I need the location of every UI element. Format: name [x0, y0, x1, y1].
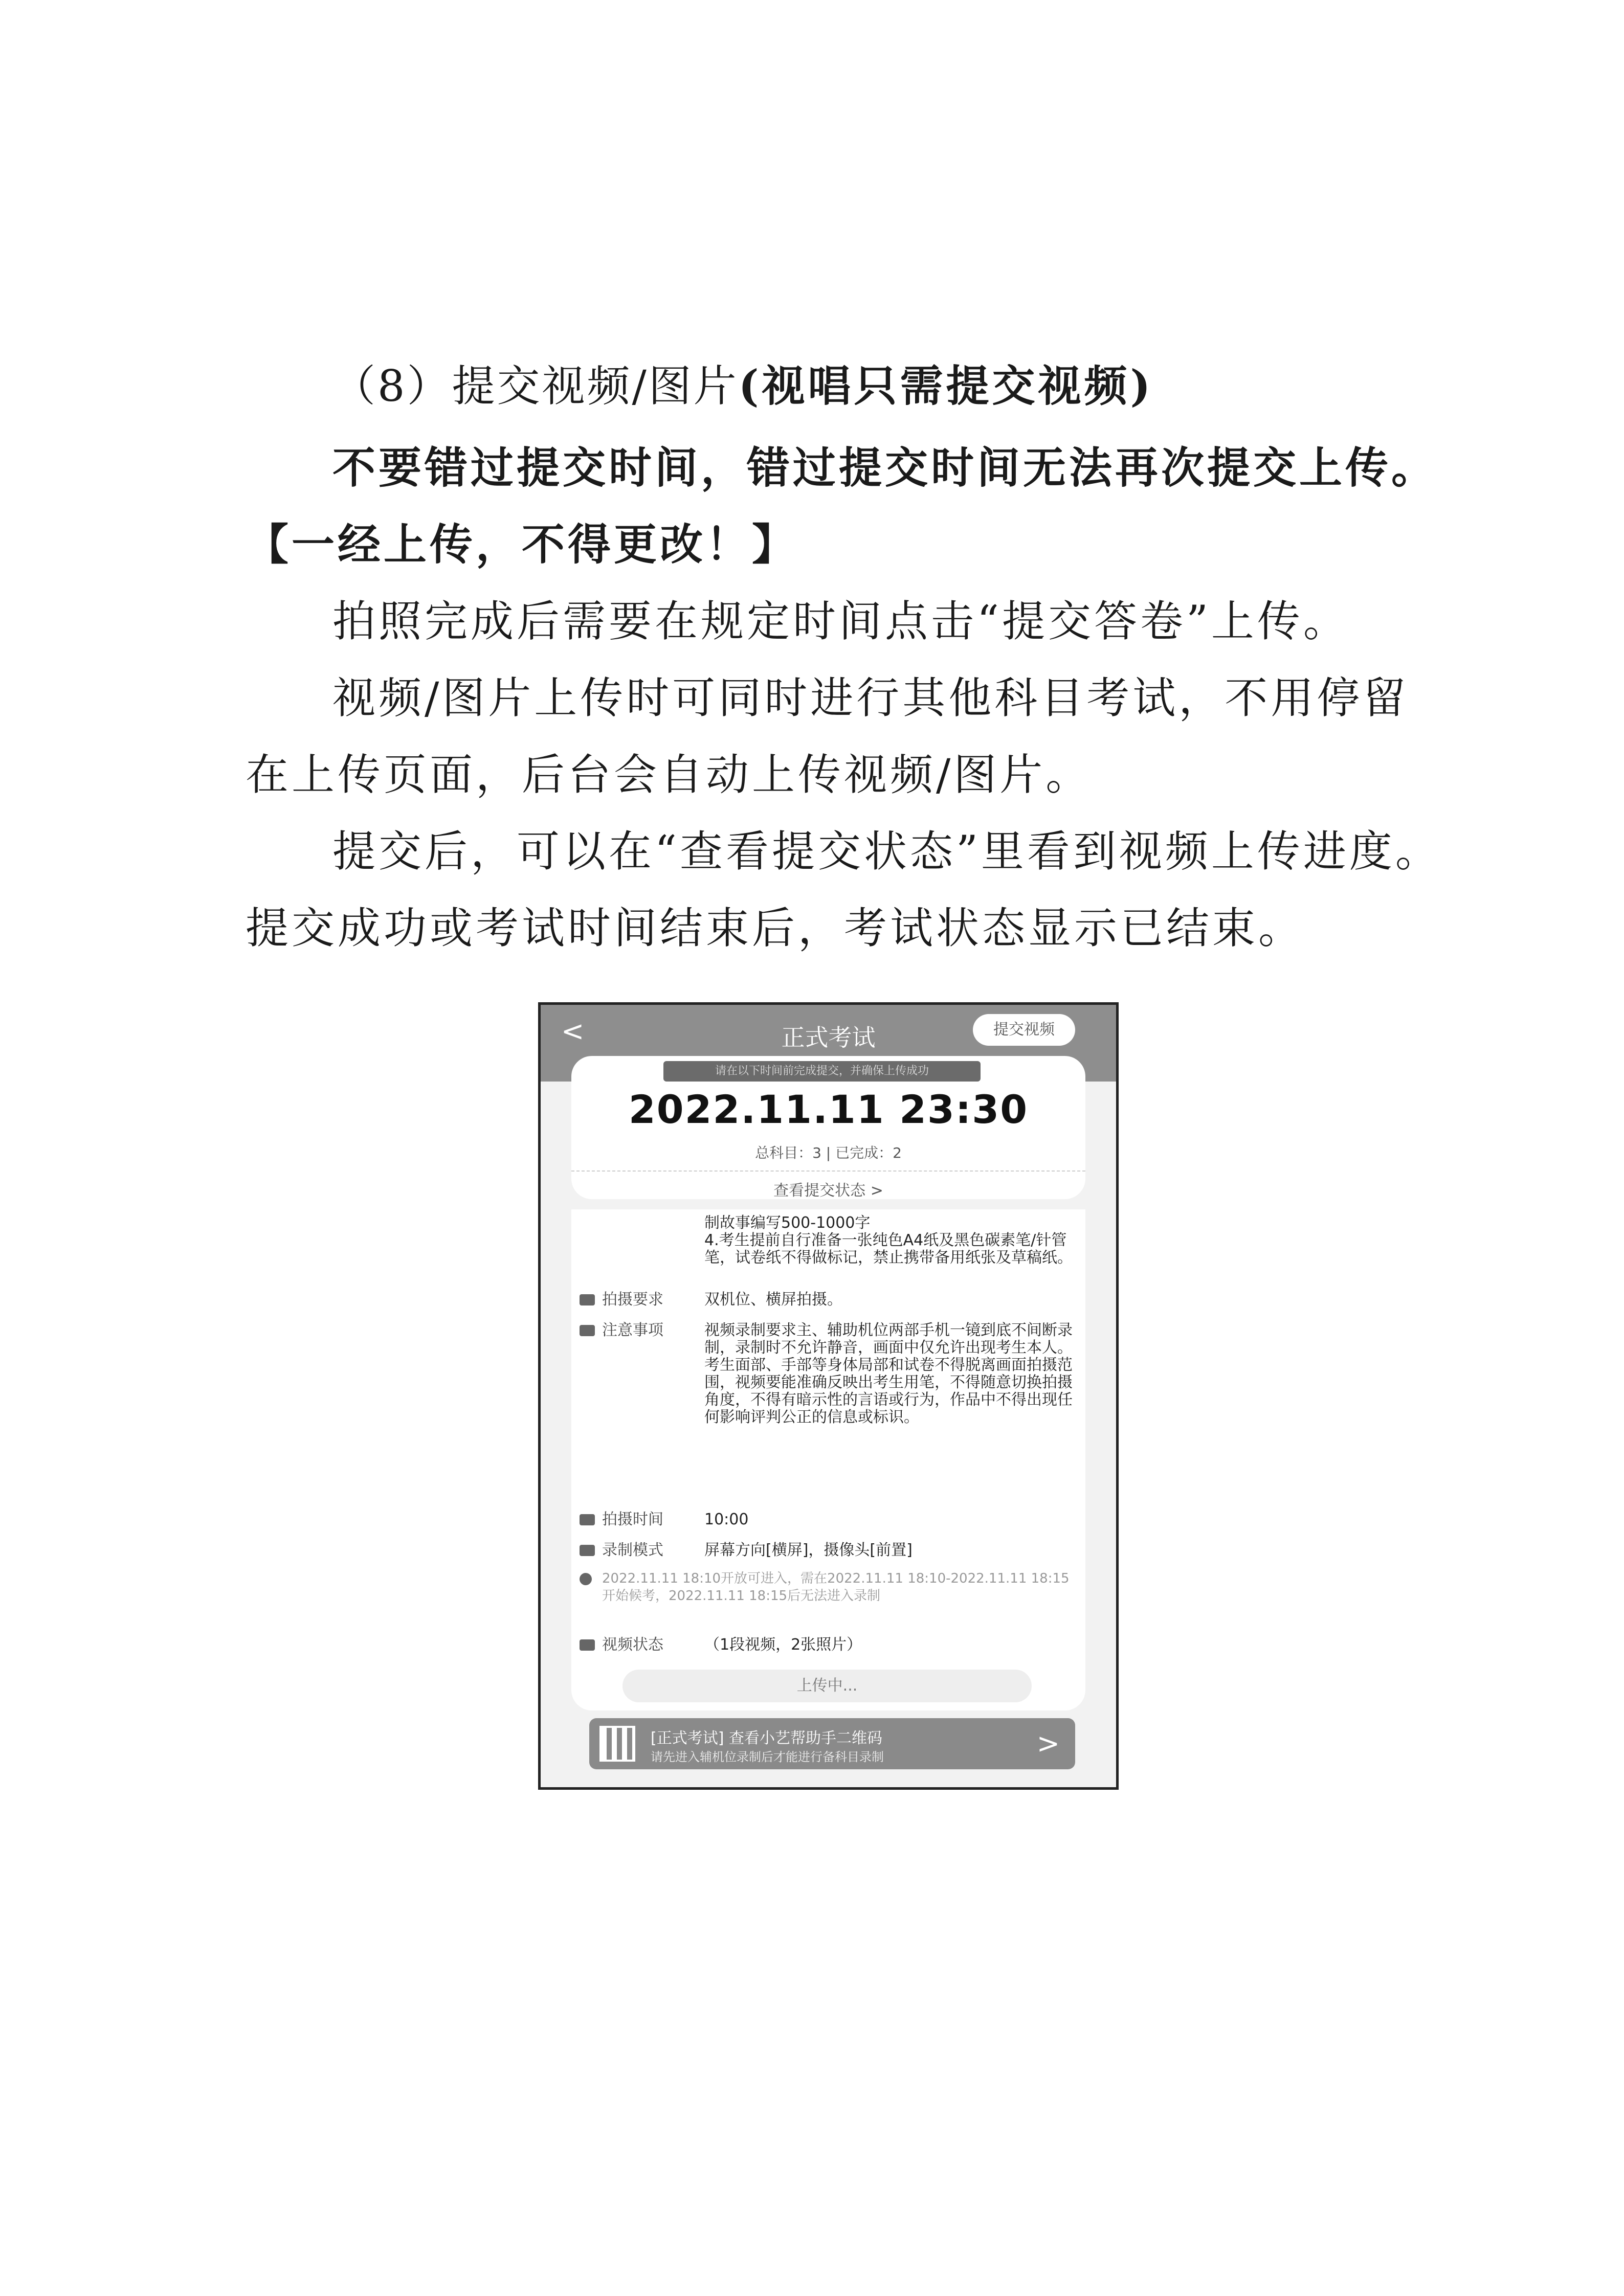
heading-main: （8）提交视频/图片 [332, 361, 739, 411]
submit-video-button[interactable]: 提交视频 [973, 1014, 1075, 1046]
deadline-time: 2022.11.11 23:30 [628, 1087, 1029, 1132]
section-heading [332, 358, 1153, 414]
app-title: 正式考试 [781, 1024, 876, 1051]
camera-icon [580, 1294, 595, 1305]
no-change-line: 【一经上传，不得更改！】 [246, 519, 798, 570]
qr-code-icon [599, 1726, 635, 1762]
video-icon [580, 1545, 595, 1556]
deadline-card [571, 1056, 1085, 1199]
detail-label: 拍摄时间 [602, 1511, 663, 1528]
time-note: 2022.11.11 18:10开放可进入，需在2022.11.11 18:10-2022.11.11 18:15开始候考，2022.11.11 18:15后无法进入录制 [602, 1571, 1070, 1604]
chevron-right-icon: > [1036, 1727, 1060, 1760]
detail-value: 屏幕方向[横屏]，摄像头[前置] [704, 1541, 913, 1559]
uploading-button[interactable]: 上传中... [622, 1670, 1032, 1702]
video-status-value: （1段视频，2张照片） [704, 1636, 862, 1654]
upload-area [571, 1664, 1085, 1710]
instruction-line-2: 视频/图片上传时可同时进行其他科目考试，不用停留 [332, 673, 1409, 723]
requirement-text: 制故事编写500-1000字 4.考生提前自行准备一张纯色A4纸及黑色碳素笔/针管笔，试卷纸不得做标记，禁止携带备用纸张及草稿纸。 [704, 1214, 1073, 1267]
exam-details [571, 1209, 1085, 1670]
qr-helper-banner[interactable] [589, 1718, 1075, 1769]
instruction-line-3: 在上传页面，后台会自动上传视频/图片。 [246, 750, 1092, 800]
detail-value: 双机位、横屏拍摄。 [704, 1291, 842, 1309]
view-status-link[interactable]: 查看提交状态 > [571, 1170, 1085, 1200]
banner-subtitle: 请先进入辅机位录制后才能进行备科目录制 [651, 1750, 884, 1764]
deadline-notice: 请在以下时间前完成提交，并确保上传成功 [663, 1061, 981, 1082]
warning-line: 不要错过提交时间，错过提交时间无法再次提交上传。 [332, 442, 1438, 493]
detail-label: 拍摄要求 [602, 1291, 663, 1309]
subject-counts: 总科目：3 | 已完成：2 [755, 1144, 902, 1161]
exam-app-screenshot [538, 1002, 1119, 1790]
instruction-line-5: 提交成功或考试时间结束后，考试状态显示已结束。 [246, 903, 1305, 953]
info-icon [580, 1573, 592, 1585]
clock-icon [580, 1514, 595, 1525]
detail-value: 视频录制要求主、辅助机位两部手机一镜到底不间断录制，录制时不允许静音，画面中仅允许出现考生本人。考生面部、手部等身体局部和试卷不得脱离画面拍摄范围，视频要能准确反映出考生用笔，不得随意切换拍摄角度，不得有暗示性的言语或行为，作品中不得出现任何影响评判公正的信息或标识。 [704, 1321, 1073, 1426]
heading-note: (视唱只需提交视频) [738, 361, 1154, 411]
instruction-line-1: 拍照完成后需要在规定时间点击“提交答卷”上传。 [332, 596, 1349, 646]
detail-label: 注意事项 [602, 1321, 663, 1339]
detail-value: 10:00 [704, 1511, 749, 1528]
instruction-line-4: 提交后，可以在“查看提交状态”里看到视频上传进度。 [332, 826, 1441, 876]
back-icon[interactable]: < [561, 1015, 585, 1047]
banner-title: [正式考试] 查看小艺帮助手二维码 [651, 1729, 882, 1747]
play-icon [580, 1639, 595, 1651]
detail-label: 录制模式 [602, 1541, 663, 1559]
video-status-label: 视频状态 [602, 1636, 663, 1654]
notes-icon [580, 1325, 595, 1336]
